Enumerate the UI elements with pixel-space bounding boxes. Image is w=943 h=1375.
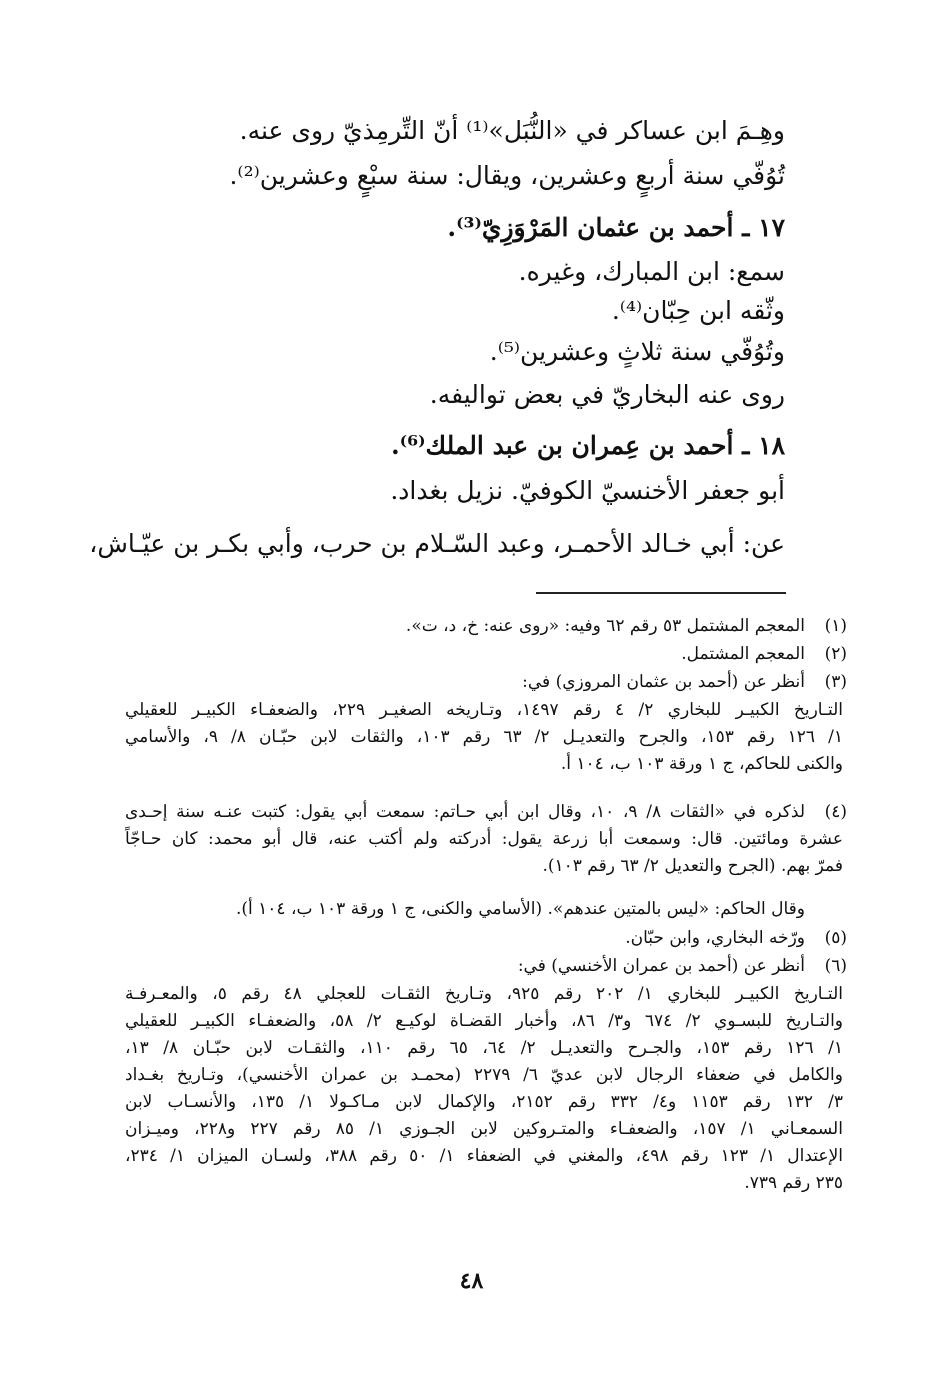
- footnote-2-number: (٢): [824, 644, 847, 664]
- footnote-4-extra: وقال الحاكم: «ليس بالمتين عندهم». (الأسامي والكنى، ج ١ ورقة ١٠٣ ب، ١٠٤ أ).: [236, 899, 805, 919]
- footnote-6-line-1: التـاريخ الكبيـر للبخاري ١/ ٢٠٢ رقم ٩٢٥، وتـاريخ الثقـات للعجلي ٤٨ رقم ٥، والمعـرفـة: [125, 984, 843, 1004]
- footnote-3-body: [125, 697, 843, 778]
- footnote-1-number: (١): [824, 616, 847, 636]
- footnote-1-text: المعجم المشتمل ٥٣ رقم ٦٢ وفيه: «روى عنه: خ، د، ت».: [405, 616, 805, 636]
- footnote-5-text: ورّخه البخاري، وابن حبّان.: [625, 928, 805, 948]
- footnote-3-intro: أنظر عن (أحمد بن عثمان المروزي) في:: [522, 672, 805, 692]
- entry-heading-18: ١٨ ـ أحمد بن عِمران بن عبد الملك⁽⁶⁾.: [390, 431, 785, 460]
- main-line-9: أبو جعفر الأخنسيّ الكوفيّ. نزيل بغداد.: [390, 476, 785, 505]
- page-number: ٤٨: [459, 1268, 484, 1294]
- main-line-4: سمع: ابن المبارك، وغيره.: [518, 257, 785, 286]
- footnote-3-line-1: التـاريخ الكبيـر للبخاري ٢/ ٤ رقم ١٤٩٧، وتـاريخه الصغيـر ٢٢٩، والضعفـاء الكبيـر للعقيلي: [125, 700, 843, 720]
- footnote-4-body: [125, 799, 805, 826]
- footnote-4-line-1: لذكره في «الثقات ٨/ ٩، ١٠، وقال ابن أبي حـاتم: سمعت أبي يقول: كتبت عنـه سنة إحـدى: [125, 802, 805, 822]
- main-line-6: وتُوُفّي سنة ثلاثٍ وعشرين⁽⁵⁾.: [489, 337, 785, 366]
- footnote-4-number: (٤): [824, 802, 847, 822]
- footnote-6-line-7: الإعتدال ١/ ١٢٣ رقم ٤٩٨، والمغني في الضعفاء ١/ ٥٠ رقم ٣٨٨، ولسـان الميزان ١/ ٢٣٤،: [125, 1146, 843, 1166]
- footnote-6-line-4: والكامل في ضعفاء الرجال لابن عديّ ٦/ ٢٢٧٩ (محمـد بن عمران الأخنسي)، وتـاريخ بغـداد: [125, 1065, 843, 1085]
- main-line-2: تُوُفّي سنة أربعٍ وعشرين، ويقال: سنة سبْعٍ وعشرين⁽²⁾.: [229, 161, 785, 190]
- footnote-2-text: المعجم المشتمل.: [681, 644, 805, 664]
- footnote-6-line-8: ٢٣٥ رقم ٧٣٩.: [744, 1173, 843, 1193]
- footnote-6-line-5: ٣/ ١٣٢ رقم ١١٥٣ و٤/ ٣٣٢ رقم ٢١٥٢، والإكمال لابن مـاكـولا ١/ ١٣٥، والأنسـاب لابن: [125, 1092, 843, 1112]
- footnote-4-body-cont: [125, 826, 843, 880]
- footnote-3-line-3: والكنى للحاكم، ج ١ ورقة ١٠٣ ب، ١٠٤ أ.: [560, 754, 843, 774]
- footnote-separator: [536, 592, 786, 594]
- entry-heading-17: ١٧ ـ أحمد بن عثمان المَرْوَزِيّ⁽³⁾.: [447, 213, 785, 242]
- footnote-3-number: (٣): [824, 672, 847, 692]
- footnote-4-line-2: عشرة ومائتين. قال: وسمعت أبا زرعة يقول: أدركته ولم أكتب عنه، قال أبو محمد: كان حـاجّاً: [125, 829, 843, 849]
- main-line-10: عن: أبي خـالد الأحمـر، وعبد السّـلام بن حرب، وأبي بكـر بن عيّـاش،: [89, 529, 785, 558]
- footnote-6-body: [125, 981, 843, 1197]
- footnote-6-line-3: ١/ ١٢٦ رقم ١٥٣، والجـرح والتعديـل ٢/ ٦٤، ٦٥ رقم ١١٠، والثقـات لابن حبّـان ٨/ ١٣،: [125, 1038, 843, 1058]
- footnote-6-intro: أنظر عن (أحمد بن عمران الأخنسي) في:: [517, 956, 805, 976]
- footnote-4-line-3: فمرّ بهم. (الجرح والتعديل ٢/ ٦٣ رقم ١٠٣).: [542, 856, 843, 876]
- main-line-1: وهِـمَ ابن عساكر في «النُّبَل»⁽¹⁾ أنّ التِّرمِذيّ روى عنه.: [239, 116, 785, 145]
- main-line-7: روى عنه البخاريّ في بعض تواليفه.: [429, 380, 785, 409]
- footnote-6-line-2: والتـاريخ للبسـوي ٢/ ٦٧٤ و٣/ ٨٦، وأخبار القضـاة لوكيـع ٢/ ٥٨، والضعفـاء الكبيـر للعقيلي: [125, 1011, 844, 1031]
- main-line-5: وثّقه ابن حِبّان⁽⁴⁾.: [611, 296, 785, 325]
- footnote-5-number: (٥): [824, 928, 847, 948]
- footnote-3-line-2: ١/ ١٢٦ رقم ١٥٣، والجرح والتعديـل ٢/ ٦٣ رقم ١٠٣، والثقات لابن حبّـان ٨/ ٩، والأسامي: [125, 727, 843, 747]
- footnote-6-number: (٦): [824, 956, 847, 976]
- footnote-6-line-6: السمعـاني ١/ ١٥٧، والضعفـاء والمتـروكين لابن الجـوزي ١/ ٨٥ رقم ٢٢٧ و٢٢٨، وميـزان: [125, 1119, 843, 1139]
